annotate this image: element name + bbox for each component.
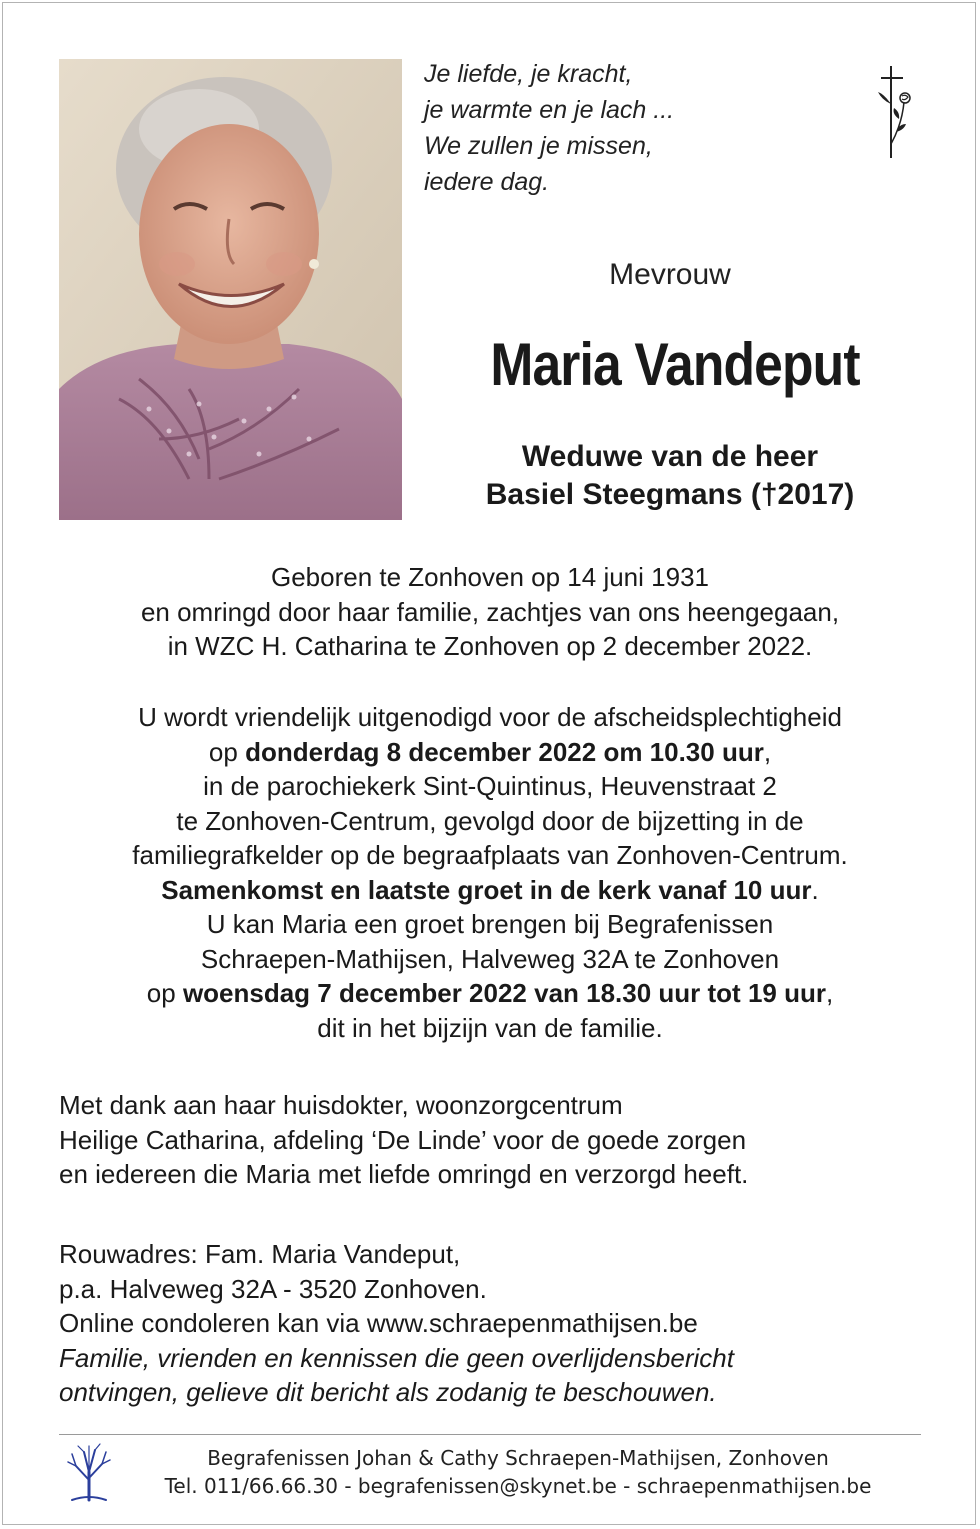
mourning-address: [59, 1237, 939, 1410]
portrait-photo: [59, 59, 402, 520]
address-line: p.a. Halveweg 32A - 3520 Zonhoven.: [59, 1273, 487, 1304]
invite-line: [40, 735, 940, 770]
cross-with-rose-icon: [872, 64, 918, 160]
invite-line: [40, 976, 940, 1011]
gathering-notice: Samenkomst en laatste groet in de kerk vanaf 10 uur: [161, 874, 812, 905]
thanks-line: en iedereen die Maria met liefde omringd en verzorgd heeft.: [59, 1159, 749, 1189]
birth-death-info: [40, 560, 940, 664]
invite-line: dit in het bijzijn van de familie.: [317, 1012, 663, 1043]
widow-line: Weduwe van de heer: [521, 440, 819, 473]
birth-line: Geboren te Zonhoven op 14 juni 1931: [270, 562, 709, 592]
thanks-note: [59, 1088, 939, 1192]
invite-line: U kan Maria een groet brengen bij Begrafenissen: [206, 909, 774, 939]
funeral-home-name: Begrafenissen Johan & Cathy Schraepen-Mathijsen, Zonhoven: [207, 1446, 829, 1470]
poem-line: iedere dag.: [424, 168, 550, 196]
invite-line: familiegrafkelder op de begraafplaats van Zonhoven-Centrum.: [132, 840, 848, 870]
invite-text: op: [146, 978, 183, 1008]
birth-line: in WZC H. Catharina te Zonhoven op 2 december 2022.: [167, 631, 813, 661]
invite-line: [40, 873, 940, 908]
deceased-name: Maria Vandeput: [490, 331, 860, 398]
invite-text: .: [811, 874, 819, 905]
visitation-datetime: woensdag 7 december 2022 van 18.30 uur tot 19 uur: [182, 978, 826, 1008]
invite-line: in de parochiekerk Sint-Quintinus, Heuvenstraat 2: [203, 771, 777, 801]
notice-disclaimer: Familie, vrienden en kennissen die geen overlijdensbericht: [59, 1342, 734, 1373]
widow-info: [430, 438, 910, 514]
tree-logo-icon: [62, 1440, 116, 1504]
ceremony-invitation: [40, 700, 940, 1045]
poem-line: Je liefde, je kracht,: [424, 60, 633, 88]
widow-line: Basiel Steegmans (†2017): [485, 478, 855, 511]
thanks-line: Met dank aan haar huisdokter, woonzorgcentrum: [59, 1090, 623, 1120]
salutation: Mevrouw: [609, 258, 731, 291]
poem-line: je warmte en je lach ...: [424, 96, 675, 124]
birth-line: en omringd door haar familie, zachtjes van ons heengegaan,: [140, 596, 840, 627]
address-line: Rouwadres: Fam. Maria Vandeput,: [59, 1239, 461, 1269]
invite-line: U wordt vriendelijk uitgenodigd voor de afscheidsplechtigheid: [138, 702, 842, 732]
poem-line: We zullen je missen,: [424, 132, 653, 160]
invite-line: te Zonhoven-Centrum, gevolgd door de bijzetting in de: [176, 805, 804, 836]
ceremony-datetime: donderdag 8 december 2022 om 10.30 uur: [245, 736, 764, 767]
funeral-home-contact: Tel. 011/66.66.30 - begrafenissen@skynet.be - schraepenmathijsen.be: [164, 1474, 872, 1498]
invite-text: op: [208, 736, 246, 767]
condolence-link: Online condoleren kan via www.schraepenmathijsen.be: [59, 1308, 698, 1338]
thanks-line: Heilige Catharina, afdeling ‘De Linde’ voor de goede zorgen: [59, 1124, 747, 1155]
notice-disclaimer: ontvingen, gelieve dit bericht als zodanig te beschouwen.: [59, 1377, 717, 1407]
footer-divider: [59, 1434, 921, 1435]
invite-text: ,: [763, 736, 772, 767]
invite-line: Schraepen-Mathijsen, Halveweg 32A te Zonhoven: [200, 943, 780, 974]
poem: [424, 56, 674, 200]
invite-text: ,: [825, 978, 834, 1008]
